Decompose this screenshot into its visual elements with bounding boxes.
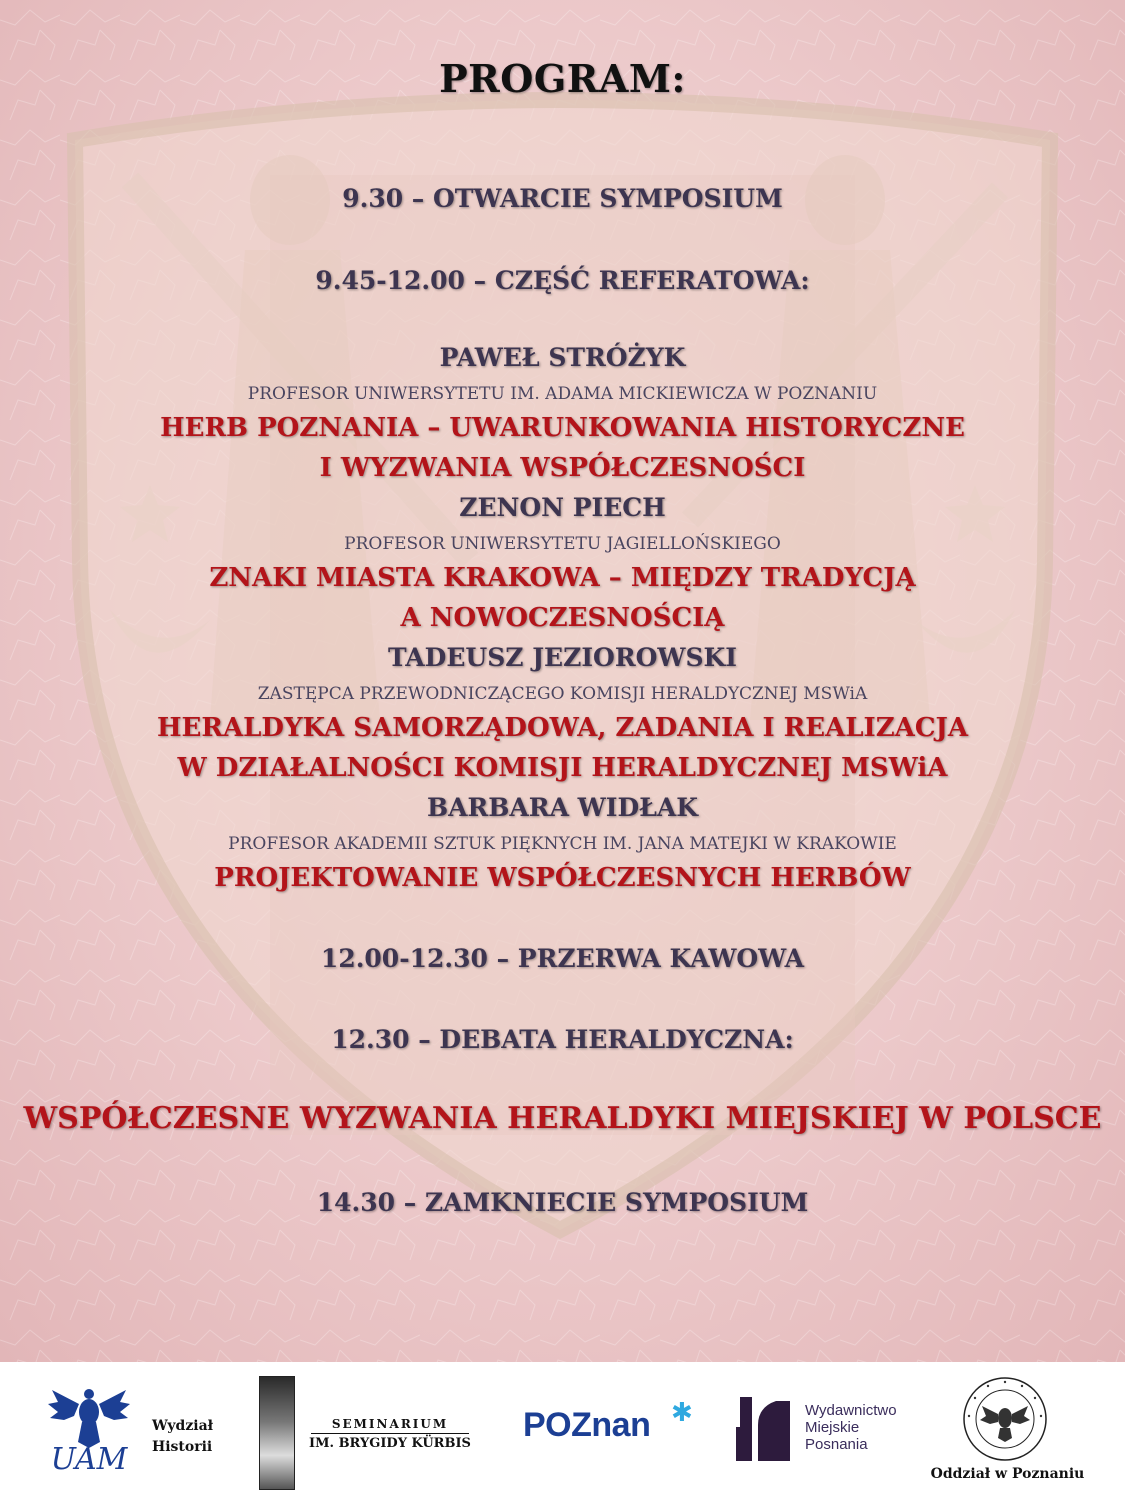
speaker-name: ZENON PIECH (459, 493, 666, 522)
talk-title-line: HERB POZNANIA – UWARUNKOWANIA HISTORYCZNE (160, 413, 965, 443)
speaker-affiliation: PROFESOR UNIWERSYTETU JAGIELLOŃSKIEGO (344, 534, 781, 554)
page-title: PROGRAM: (439, 56, 686, 101)
faculty-label (152, 1416, 213, 1458)
talk-title-line: PROJEKTOWANIE WSPÓŁCZESNYCH HERBÓW (214, 863, 911, 893)
speaker-name: BARBARA WIDŁAK (426, 793, 699, 822)
speaker-affiliation: PROFESOR AKADEMII SZTUK PIĘKNYCH IM. JANA MATEJKI W KRAKOWIE (228, 834, 897, 854)
talk-title-line: I WYZWANIA WSPÓŁCZESNOŚCI (319, 453, 806, 483)
society-branch-label: Oddział w Poznaniu (930, 1466, 1085, 1482)
publisher-line: Posnania (805, 1436, 868, 1453)
seal-eagle-icon (962, 1376, 1048, 1462)
debate-header: 12.30 – DEBATA HERALDYCZNA: (331, 1025, 794, 1054)
speaker-name: TADEUSZ JEZIOROWSKI (388, 643, 737, 672)
talk-title-line: ZNAKI MIASTA KRAKOWA – MIĘDZY TRADYCJĄ (209, 563, 916, 593)
publisher-logo-mark (736, 1397, 790, 1461)
asterisk-icon: ✱ (671, 1398, 693, 1428)
lectures-header: 9.45-12.00 – CZĘŚĆ REFERATOWA: (315, 266, 810, 295)
publisher-line: Wydawnictwo (805, 1402, 897, 1419)
seminar-title: SEMINARIUM (331, 1417, 449, 1431)
seminar-subtitle: IM. BRYGIDY KÜRBIS (309, 1436, 471, 1451)
faculty-line: Wydział (152, 1418, 214, 1434)
coffee-break: 12.00-12.30 – PRZERWA KAWOWA (320, 944, 805, 973)
seminar-portrait (259, 1376, 295, 1490)
speaker-affiliation: ZASTĘPCA PRZEWODNICZĄCEGO KOMISJI HERALDYCZNEJ MSWiA (257, 684, 868, 704)
debate-title: WSPÓŁCZESNE WYZWANIA HERALDYKI MIEJSKIEJ W POLSCE (23, 1101, 1102, 1136)
publisher-icon (736, 1397, 790, 1461)
talk-title-line: A NOWOCZESNOŚCIĄ (400, 603, 725, 633)
uam-logo (44, 1382, 134, 1482)
uam-logo-text: UAM (50, 1442, 128, 1477)
opening-time: 9.30 – OTWARCIE SYMPOSIUM (342, 184, 783, 213)
speaker-affiliation: PROFESOR UNIWERSYTETU IM. ADAMA MICKIEWICZA W POZNANIU (247, 384, 878, 404)
publisher-label (805, 1402, 897, 1453)
faculty-line: Historii (152, 1439, 213, 1455)
seminar-label (305, 1417, 475, 1451)
talk-title-line: W DZIAŁALNOŚCI KOMISJI HERALDYCZNEJ MSWiA (177, 753, 948, 783)
society-seal (962, 1376, 1048, 1462)
poznan-logo-text: POZnan (523, 1406, 651, 1444)
sponsors-footer (0, 1362, 1125, 1500)
poznan-logo (523, 1398, 693, 1456)
publisher-line: Miejskie (805, 1419, 860, 1436)
speaker-name: PAWEŁ STRÓŻYK (439, 343, 686, 372)
closing-time: 14.30 – ZAMKNIECIE SYMPOSIUM (316, 1188, 809, 1217)
talk-title-line: HERALDYKA SAMORZĄDOWA, ZADANIA I REALIZACJA (156, 713, 969, 743)
